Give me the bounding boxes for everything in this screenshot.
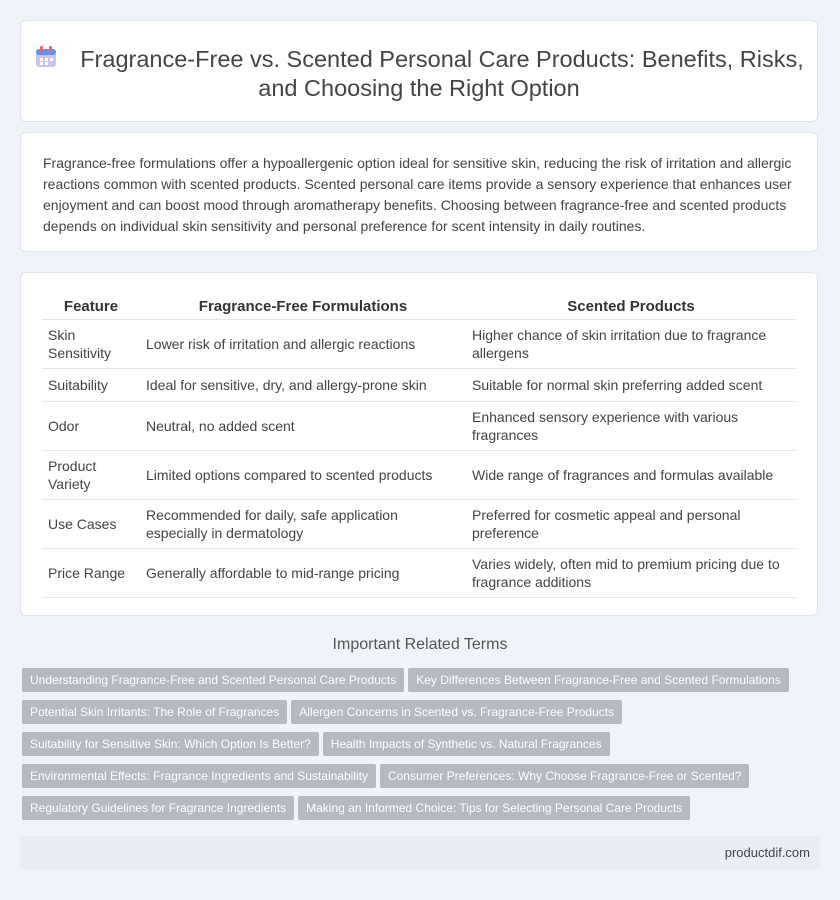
table-row — [42, 549, 796, 598]
header-scented: Scented Products — [466, 293, 796, 320]
row-fragrance-free: Ideal for sensitive, dry, and allergy-prone skin — [140, 369, 466, 402]
related-term-tag[interactable]: Allergen Concerns in Scented vs. Fragrance-Free Products — [291, 700, 622, 724]
calendar-icon — [34, 45, 58, 69]
table-row — [42, 500, 796, 549]
row-scented: Suitable for normal skin preferring added scent — [466, 369, 796, 402]
row-fragrance-free: Generally affordable to mid-range pricing — [140, 549, 466, 598]
related-term-tag[interactable]: Suitability for Sensitive Skin: Which Option Is Better? — [22, 732, 319, 756]
related-term-tag[interactable]: Understanding Fragrance-Free and Scented Personal Care Products — [22, 668, 404, 692]
row-scented: Preferred for cosmetic appeal and personal preference — [466, 500, 796, 549]
table-row — [42, 402, 796, 451]
comparison-card — [20, 272, 818, 616]
related-term-tag[interactable]: Consumer Preferences: Why Choose Fragrance-Free or Scented? — [380, 764, 750, 788]
related-terms-title: Important Related Terms — [332, 636, 508, 653]
header-fragrance-free: Fragrance-Free Formulations — [140, 293, 466, 320]
comparison-table — [42, 293, 796, 598]
table-row — [42, 451, 796, 500]
row-feature: Use Cases — [42, 500, 140, 549]
table-header-row — [42, 293, 796, 320]
row-feature: Price Range — [42, 549, 140, 598]
table-row — [42, 369, 796, 402]
footer — [20, 836, 820, 870]
footer-site-link[interactable]: productdif.com — [724, 845, 810, 860]
header-card — [20, 20, 818, 122]
related-term-tag[interactable]: Key Differences Between Fragrance-Free and Scented Formulations — [408, 668, 789, 692]
row-fragrance-free: Limited options compared to scented products — [140, 451, 466, 500]
related-term-tag[interactable]: Environmental Effects: Fragrance Ingredients and Sustainability — [22, 764, 376, 788]
row-feature: Suitability — [42, 369, 140, 402]
row-fragrance-free: Recommended for daily, safe application especially in dermatology — [140, 500, 466, 549]
row-scented: Enhanced sensory experience with various fragrances — [466, 402, 796, 451]
related-term-tag[interactable]: Potential Skin Irritants: The Role of Fragrances — [22, 700, 287, 724]
row-scented: Higher chance of skin irritation due to fragrance allergens — [466, 320, 796, 369]
related-term-tag[interactable]: Making an Informed Choice: Tips for Selecting Personal Care Products — [298, 796, 690, 820]
related-term-tag[interactable]: Health Impacts of Synthetic vs. Natural Fragrances — [323, 732, 610, 756]
row-fragrance-free: Neutral, no added scent — [140, 402, 466, 451]
page-title: Fragrance-Free vs. Scented Personal Care Products: Benefits, Risks, and Choosing the Right Option — [80, 46, 804, 101]
header-feature: Feature — [42, 293, 140, 320]
row-feature: Skin Sensitivity — [42, 320, 140, 369]
related-term-tag[interactable]: Regulatory Guidelines for Fragrance Ingredients — [22, 796, 294, 820]
row-fragrance-free: Lower risk of irritation and allergic reactions — [140, 320, 466, 369]
row-feature: Product Variety — [42, 451, 140, 500]
row-scented: Wide range of fragrances and formulas available — [466, 451, 796, 500]
row-feature: Odor — [42, 402, 140, 451]
related-terms-list — [22, 668, 822, 828]
table-row — [42, 320, 796, 369]
row-scented: Varies widely, often mid to premium pricing due to fragrance additions — [466, 549, 796, 598]
page-title-wrap — [21, 45, 817, 103]
intro-paragraph: Fragrance-free formulations offer a hypoallergenic option ideal for sensitive skin, reducing the risk of irritation and allergic reactions common with scented products. Scented personal care items provide a sensory experience that enhances user enjoyment and can boost mood through aromatherapy benefits. Choosing between fragrance-free and scented products depends on individual skin sensitivity and personal preference for scent intensity in daily routines. — [43, 155, 792, 234]
intro-card — [20, 132, 818, 252]
